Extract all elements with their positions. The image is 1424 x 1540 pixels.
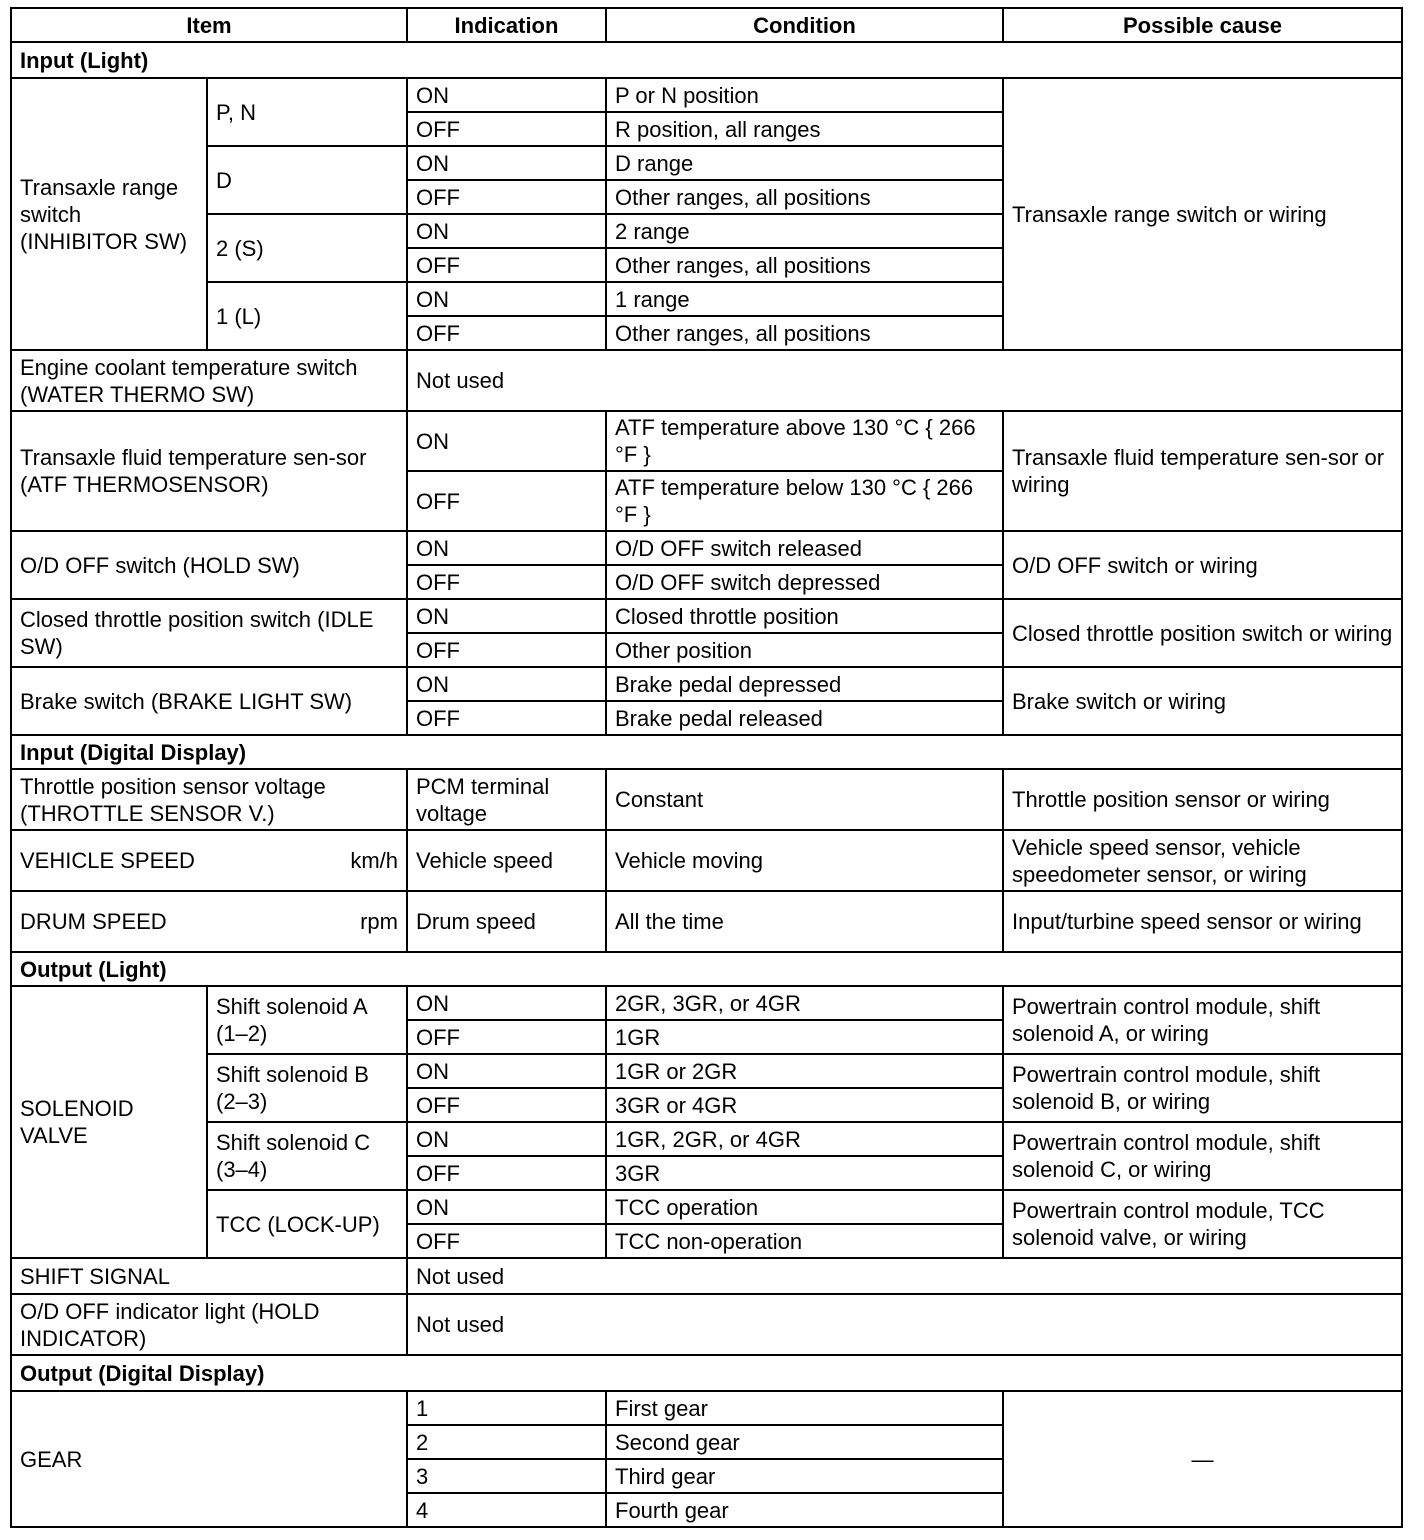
table-row [11, 1054, 1402, 1088]
gear-indication: 1 [407, 1391, 606, 1425]
table-row [11, 1122, 1402, 1156]
vss-condition: Vehicle moving [606, 830, 1003, 891]
condition-cell: 1 range [606, 282, 1003, 316]
condition-cell: TCC operation [606, 1190, 1003, 1224]
condition-cell: R position, all ranges [606, 112, 1003, 146]
vss-cause: Vehicle speed sensor, vehicle speedometer sensor, or wiring [1003, 830, 1402, 891]
indication-off: OFF [407, 1224, 606, 1258]
solenoid-sub-label: TCC (LOCK-UP) [207, 1190, 407, 1258]
indication-on: ON [407, 599, 606, 633]
gear-indication: 2 [407, 1425, 606, 1459]
condition-cell: Brake pedal depressed [606, 667, 1003, 701]
indication-on: ON [407, 1122, 606, 1156]
hold-item: O/D OFF switch (HOLD SW) [11, 531, 407, 599]
table-row [11, 667, 1402, 701]
condition-cell: D range [606, 146, 1003, 180]
solenoid-item: SOLENOID VALVE [11, 986, 207, 1258]
condition-cell: ATF temperature below 130 °C { 266 °F } [606, 471, 1003, 531]
table-row [11, 1391, 1402, 1425]
diagnostic-monitor-table [10, 7, 1403, 1528]
gear-indication: 3 [407, 1459, 606, 1493]
condition-cell: Other ranges, all positions [606, 248, 1003, 282]
idle-cause: Closed throttle position switch or wiring [1003, 599, 1402, 667]
indication-off: OFF [407, 633, 606, 667]
tps-condition: Constant [606, 769, 1003, 830]
idle-item: Closed throttle position switch (IDLE SW) [11, 599, 407, 667]
gear-condition: Second gear [606, 1425, 1003, 1459]
drum-item: DRUM SPEED [20, 909, 167, 934]
indication-off: OFF [407, 1088, 606, 1122]
vss-item: VEHICLE SPEED [20, 848, 195, 873]
solenoid-cause: Powertrain control module, TCC solenoid valve, or wiring [1003, 1190, 1402, 1258]
condition-cell: 1GR, 2GR, or 4GR [606, 1122, 1003, 1156]
condition-cell: Other ranges, all positions [606, 316, 1003, 350]
inhibitor-sub-label: D [207, 146, 407, 214]
table-row [11, 1258, 1402, 1294]
condition-cell: Other ranges, all positions [606, 180, 1003, 214]
solenoid-cause: Powertrain control module, shift solenoid A, or wiring [1003, 986, 1402, 1054]
indication-off: OFF [407, 112, 606, 146]
section-output-digital: Output (Digital Display) [11, 1355, 1402, 1391]
gear-item: GEAR [11, 1391, 407, 1527]
drum-item-cell [11, 891, 407, 952]
table-row [11, 769, 1402, 830]
table-row [11, 531, 1402, 565]
condition-cell: Brake pedal released [606, 701, 1003, 735]
section-input-light: Input (Light) [11, 42, 1402, 78]
indication-on: ON [407, 1190, 606, 1224]
brake-item: Brake switch (BRAKE LIGHT SW) [11, 667, 407, 735]
indication-on: ON [407, 146, 606, 180]
indication-off: OFF [407, 701, 606, 735]
vss-indication: Vehicle speed [407, 830, 606, 891]
table-row [11, 350, 1402, 411]
tps-item: Throttle position sensor voltage (THROTTLE SENSOR V.) [11, 769, 407, 830]
condition-cell: 1GR or 2GR [606, 1054, 1003, 1088]
table-row [11, 411, 1402, 471]
vss-unit: km/h [350, 848, 398, 873]
header-indication: Indication [407, 8, 606, 42]
condition-cell: P or N position [606, 78, 1003, 112]
drum-unit: rpm [360, 909, 398, 934]
condition-cell: ATF temperature above 130 °C { 266 °F } [606, 411, 1003, 471]
shift-signal-value: Not used [407, 1258, 1402, 1294]
indication-off: OFF [407, 180, 606, 214]
indication-off: OFF [407, 1156, 606, 1190]
indication-on: ON [407, 214, 606, 248]
indication-on: ON [407, 282, 606, 316]
solenoid-sub-label: Shift solenoid B (2–3) [207, 1054, 407, 1122]
table-row [11, 1294, 1402, 1355]
shift-signal-item: SHIFT SIGNAL [11, 1258, 407, 1294]
table-row [11, 599, 1402, 633]
brake-cause: Brake switch or wiring [1003, 667, 1402, 735]
condition-cell: O/D OFF switch depressed [606, 565, 1003, 599]
condition-cell: 3GR or 4GR [606, 1088, 1003, 1122]
condition-cell: 2 range [606, 214, 1003, 248]
indication-on: ON [407, 531, 606, 565]
inhibitor-sub-label: P, N [207, 78, 407, 146]
solenoid-cause: Powertrain control module, shift solenoid B, or wiring [1003, 1054, 1402, 1122]
table-row [11, 78, 1402, 112]
condition-cell: 1GR [606, 1020, 1003, 1054]
solenoid-sub-label: Shift solenoid A (1–2) [207, 986, 407, 1054]
drum-indication: Drum speed [407, 891, 606, 952]
condition-cell: Other position [606, 633, 1003, 667]
gear-cause: — [1003, 1391, 1402, 1527]
header-condition: Condition [606, 8, 1003, 42]
atf-cause: Transaxle fluid temperature sen-sor or wiring [1003, 411, 1402, 531]
hold-indicator-item: O/D OFF indicator light (HOLD INDICATOR) [11, 1294, 407, 1355]
indication-off: OFF [407, 1020, 606, 1054]
inhibitor-item: Transaxle range switch (INHIBITOR SW) [11, 78, 207, 350]
indication-on: ON [407, 986, 606, 1020]
gear-condition: Third gear [606, 1459, 1003, 1493]
indication-off: OFF [407, 471, 606, 531]
condition-cell: Closed throttle position [606, 599, 1003, 633]
table-row [11, 986, 1402, 1020]
indication-on: ON [407, 667, 606, 701]
tps-indication: PCM terminal voltage [407, 769, 606, 830]
table-row [11, 830, 1402, 891]
condition-cell: 3GR [606, 1156, 1003, 1190]
water-thermo-value: Not used [407, 350, 1402, 411]
hold-cause: O/D OFF switch or wiring [1003, 531, 1402, 599]
indication-on: ON [407, 78, 606, 112]
header-item: Item [11, 8, 407, 42]
inhibitor-sub-label: 1 (L) [207, 282, 407, 350]
header-possible-cause: Possible cause [1003, 8, 1402, 42]
gear-condition: First gear [606, 1391, 1003, 1425]
vss-item-cell [11, 830, 407, 891]
gear-condition: Fourth gear [606, 1493, 1003, 1527]
water-thermo-item: Engine coolant temperature switch (WATER THERMO SW) [11, 350, 407, 411]
tps-cause: Throttle position sensor or wiring [1003, 769, 1402, 830]
solenoid-sub-label: Shift solenoid C (3–4) [207, 1122, 407, 1190]
indication-off: OFF [407, 565, 606, 599]
solenoid-cause: Powertrain control module, shift solenoid C, or wiring [1003, 1122, 1402, 1190]
condition-cell: 2GR, 3GR, or 4GR [606, 986, 1003, 1020]
indication-off: OFF [407, 248, 606, 282]
section-output-light: Output (Light) [11, 952, 1402, 986]
atf-item: Transaxle fluid temperature sen-sor (ATF THERMOSENSOR) [11, 411, 407, 531]
indication-on: ON [407, 1054, 606, 1088]
drum-condition: All the time [606, 891, 1003, 952]
indication-off: OFF [407, 316, 606, 350]
condition-cell: O/D OFF switch released [606, 531, 1003, 565]
section-input-digital: Input (Digital Display) [11, 735, 1402, 769]
inhibitor-cause: Transaxle range switch or wiring [1003, 78, 1402, 350]
condition-cell: TCC non-operation [606, 1224, 1003, 1258]
table-row [11, 1190, 1402, 1224]
inhibitor-sub-label: 2 (S) [207, 214, 407, 282]
table-row [11, 891, 1402, 952]
gear-indication: 4 [407, 1493, 606, 1527]
drum-cause: Input/turbine speed sensor or wiring [1003, 891, 1402, 952]
indication-on: ON [407, 411, 606, 471]
hold-indicator-value: Not used [407, 1294, 1402, 1355]
